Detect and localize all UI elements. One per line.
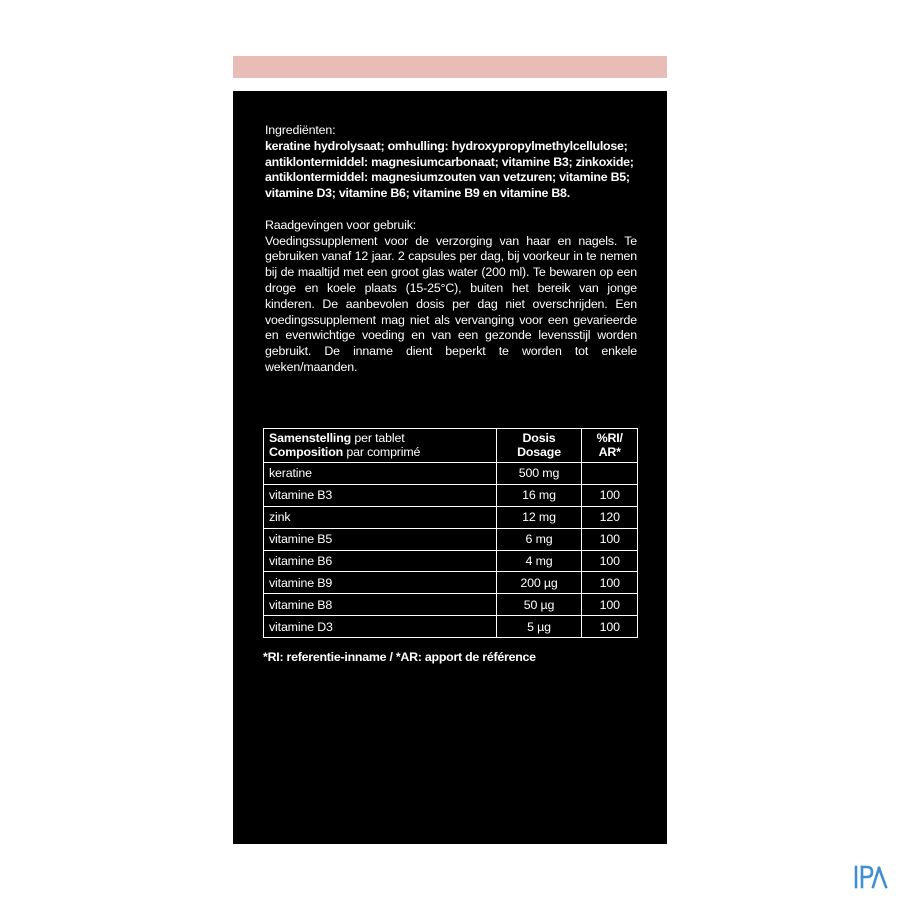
table-row bbox=[264, 484, 638, 506]
ingredients-text: keratine hydrolysaat; omhulling: hydroxypropylmethylcellulose; antiklontermiddel: magnesiumcarbonaat; vitamine B3; zinkoxide; antiklontermiddel: magnesiumzouten van vetzuren; vitamine B5; vitamine D3; vitamine B6; vitamine B9 en vitamine B8. bbox=[265, 138, 634, 201]
nutrient-dose: 200 µg bbox=[496, 572, 582, 594]
nutrient-dose: 50 µg bbox=[496, 594, 582, 616]
nutrient-ri: 120 bbox=[582, 506, 638, 528]
advice-text: Voedingssupplement voor de verzorging van haar en nagels. Te gebruiken vanaf 12 jaar. 2 capsules per dag, bij voorkeur in te nemen bij de maaltijd met een groot glas water (200 ml). Te bewaren op een droge en koele plaats (15-25°C), buiten het bereik van jonge kinderen. De aanbevolen dosis per dag niet overschrijden. Een voedingssupplement mag niet als vervanging voor een gevarieerde en evenwichtige voeding en van een gezonde levensstijl worden gebruikt. De inname dient beperkt te worden tot enkele weken/maanden. bbox=[265, 233, 637, 374]
nutrient-dose: 16 mg bbox=[496, 484, 582, 506]
composition-table bbox=[263, 428, 638, 638]
nutrient-dose: 500 mg bbox=[496, 463, 582, 485]
table-row bbox=[264, 616, 638, 638]
table-row bbox=[264, 572, 638, 594]
nutrient-name: vitamine D3 bbox=[264, 616, 497, 638]
product-label-panel bbox=[233, 91, 667, 844]
header-fr: Composition par comprimé bbox=[269, 444, 421, 459]
table-row bbox=[264, 550, 638, 572]
nutrient-name: vitamine B6 bbox=[264, 550, 497, 572]
nutrient-name: keratine bbox=[264, 463, 497, 485]
advice-section bbox=[265, 218, 637, 376]
header-composition bbox=[264, 429, 497, 463]
nutrient-name: vitamine B3 bbox=[264, 484, 497, 506]
nutrient-name: vitamine B5 bbox=[264, 528, 497, 550]
header-ri: %RI/ AR* bbox=[582, 429, 638, 463]
nutrient-ri: 100 bbox=[582, 484, 638, 506]
nutrient-ri: 100 bbox=[582, 572, 638, 594]
nutrient-dose: 4 mg bbox=[496, 550, 582, 572]
table-row bbox=[264, 463, 638, 485]
table-row bbox=[264, 594, 638, 616]
nutrient-ri: 100 bbox=[582, 550, 638, 572]
table-row bbox=[264, 528, 638, 550]
nutrient-dose: 6 mg bbox=[496, 528, 582, 550]
nutrient-name: zink bbox=[264, 506, 497, 528]
header-nl: Samenstelling per tablet bbox=[269, 431, 405, 445]
nutrient-ri: 100 bbox=[582, 528, 638, 550]
ipm-logo-icon bbox=[853, 864, 889, 890]
nutrient-dose: 5 µg bbox=[496, 616, 582, 638]
table-header-row bbox=[264, 429, 638, 463]
ingredients-heading: Ingrediënten: bbox=[265, 123, 336, 137]
nutrient-name: vitamine B8 bbox=[264, 594, 497, 616]
table-row bbox=[264, 506, 638, 528]
nutrient-ri: 100 bbox=[582, 616, 638, 638]
nutrient-name: vitamine B9 bbox=[264, 572, 497, 594]
nutrient-ri bbox=[582, 463, 638, 485]
top-color-band bbox=[233, 56, 667, 78]
table-body bbox=[264, 463, 638, 638]
header-dose: Dosis Dosage bbox=[496, 429, 582, 463]
advice-heading: Raadgevingen voor gebruik: bbox=[265, 217, 417, 232]
label-text bbox=[265, 123, 637, 376]
nutrient-ri: 100 bbox=[582, 594, 638, 616]
footnote: *RI: referentie-inname / *AR: apport de référence bbox=[263, 650, 536, 664]
nutrient-dose: 12 mg bbox=[496, 506, 582, 528]
